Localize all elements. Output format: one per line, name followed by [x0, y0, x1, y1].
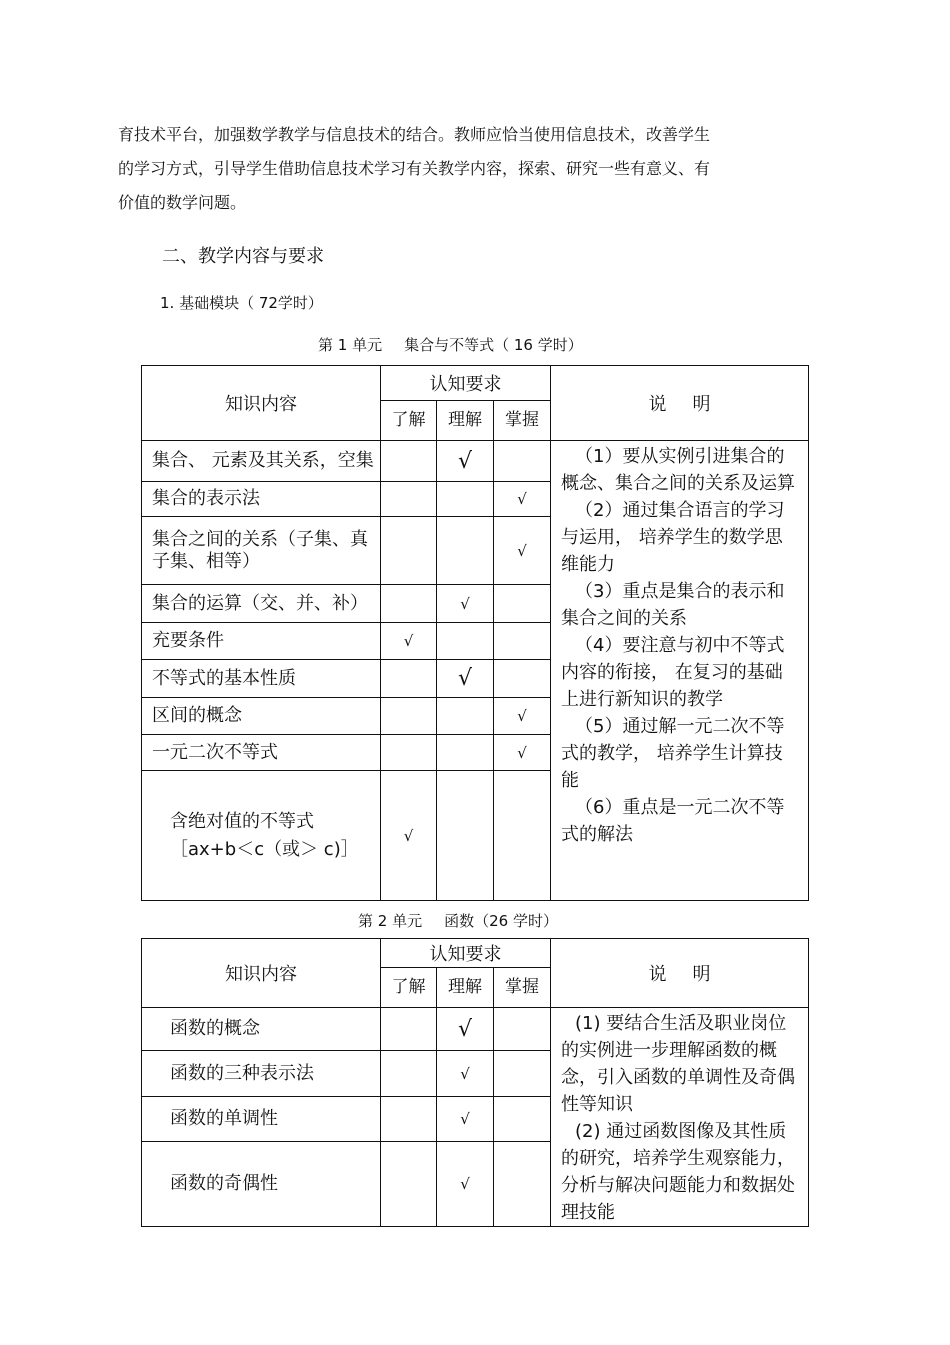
topic-cell: 函数的单调性: [142, 1096, 381, 1141]
unit2-notes: [551, 1008, 809, 1227]
mark-master: [494, 623, 551, 660]
topic-cell: 一元二次不等式: [142, 735, 381, 771]
header-understand: 了解: [381, 968, 437, 1008]
mark-master: [494, 1096, 551, 1141]
mark-comprehend: [437, 517, 494, 585]
header-master: 掌握: [494, 401, 551, 441]
topic-cell: 区间的概念: [142, 698, 381, 735]
mark-understand: [381, 585, 437, 623]
mark-master: √: [494, 698, 551, 735]
unit2-table: [141, 938, 809, 1227]
unit2-caption-unit: 第 2 单元: [358, 912, 423, 930]
mark-comprehend: √: [437, 1008, 494, 1051]
header-cognition: 认知要求: [381, 366, 551, 401]
header-notes: 说明: [551, 939, 809, 1008]
mark-understand: [381, 1142, 437, 1227]
header-notes: 说明: [551, 366, 809, 441]
mark-comprehend: √: [437, 660, 494, 698]
mark-understand: [381, 735, 437, 771]
mark-master: √: [494, 482, 551, 517]
unit1-caption-unit: 第 1 单元: [318, 336, 383, 354]
mark-comprehend: √: [437, 585, 494, 623]
mark-master: [494, 441, 551, 482]
mark-comprehend: √: [437, 1051, 494, 1096]
note-item: (1) 要结合生活及职业岗位的实例进一步理解函数的概念，引入函数的单调性及奇偶性等知识: [561, 1013, 796, 1115]
mark-comprehend: [437, 735, 494, 771]
intro-line: 价值的数学问题。: [118, 193, 247, 212]
mark-understand: √: [381, 771, 437, 901]
unit1-caption: [318, 334, 583, 355]
mark-understand: [381, 441, 437, 482]
note-item: （1）要从实例引进集合的概念、集合之间的关系及运算: [561, 446, 796, 494]
topic-cell: 集合、 元素及其关系，空集: [142, 441, 381, 482]
mark-understand: [381, 698, 437, 735]
mark-understand: [381, 1096, 437, 1141]
intro-line: 的学习方式，引导学生借助信息技术学习有关教学内容，探索、研究一些有意义、有: [118, 159, 711, 178]
mark-understand: [381, 1008, 437, 1051]
intro-line: 育技术平台，加强数学教学与信息技术的结合。教师应恰当使用信息技术，改善学生: [118, 125, 711, 144]
table-row: [142, 1008, 809, 1051]
note-item: （5）通过解一元二次不等式的教学， 培养学生计算技能: [561, 716, 785, 791]
header-cognition: 认知要求: [381, 939, 551, 968]
unit2-caption: [358, 910, 558, 931]
mark-master: [494, 585, 551, 623]
topic-cell: 函数的奇偶性: [142, 1142, 381, 1227]
mark-comprehend: [437, 698, 494, 735]
topic-cell: 含绝对值的不等式［ax+b＜c（或＞ c)］: [142, 771, 381, 901]
mark-understand: [381, 660, 437, 698]
intro-paragraph: [118, 118, 818, 220]
note-item: （6）重点是一元二次不等式的解法: [561, 797, 785, 845]
mark-master: [494, 660, 551, 698]
mark-understand: √: [381, 623, 437, 660]
topic-cell: 充要条件: [142, 623, 381, 660]
mark-comprehend: √: [437, 441, 494, 482]
header-knowledge: 知识内容: [142, 939, 381, 1008]
note-item: (2) 通过函数图像及其性质的研究，培养学生观察能力，分析与解决问题能力和数据处理技能: [561, 1121, 796, 1223]
topic-cell: 函数的概念: [142, 1008, 381, 1051]
note-item: （4）要注意与初中不等式内容的衔接， 在复习的基础上进行新知识的教学: [561, 635, 785, 710]
mark-master: [494, 1142, 551, 1227]
topic-cell: 函数的三种表示法: [142, 1051, 381, 1096]
mark-master: [494, 771, 551, 901]
topic-cell: 集合的运算（交、并、补）: [142, 585, 381, 623]
header-comprehend: 理解: [437, 401, 494, 441]
table-row: [142, 441, 809, 482]
mark-master: √: [494, 517, 551, 585]
header-master: 掌握: [494, 968, 551, 1008]
mark-understand: [381, 1051, 437, 1096]
header-comprehend: 理解: [437, 968, 494, 1008]
header-understand: 了解: [381, 401, 437, 441]
section-heading: 二、教学内容与要求: [162, 246, 324, 267]
mark-master: [494, 1051, 551, 1096]
mark-master: [494, 1008, 551, 1051]
header-knowledge: 知识内容: [142, 366, 381, 441]
mark-understand: [381, 482, 437, 517]
unit1-table: [141, 365, 809, 901]
note-item: （2）通过集合语言的学习与运用， 培养学生的数学思维能力: [561, 500, 785, 575]
topic-cell: 集合的表示法: [142, 482, 381, 517]
mark-comprehend: √: [437, 1142, 494, 1227]
mark-comprehend: [437, 482, 494, 517]
unit2-caption-title: 函数（26 学时）: [444, 912, 558, 930]
mark-comprehend: √: [437, 1096, 494, 1141]
unit1-caption-title: 集合与不等式（ 16 学时）: [404, 336, 583, 354]
mark-master: √: [494, 735, 551, 771]
mark-understand: [381, 517, 437, 585]
module-heading: 1. 基础模块（ 72学时）: [160, 294, 323, 312]
mark-comprehend: [437, 771, 494, 901]
unit1-notes: [551, 441, 809, 901]
topic-cell: 集合之间的关系（子集、真子集、相等）: [142, 517, 381, 585]
note-item: （3）重点是集合的表示和集合之间的关系: [561, 581, 785, 629]
topic-cell: 不等式的基本性质: [142, 660, 381, 698]
mark-comprehend: [437, 623, 494, 660]
